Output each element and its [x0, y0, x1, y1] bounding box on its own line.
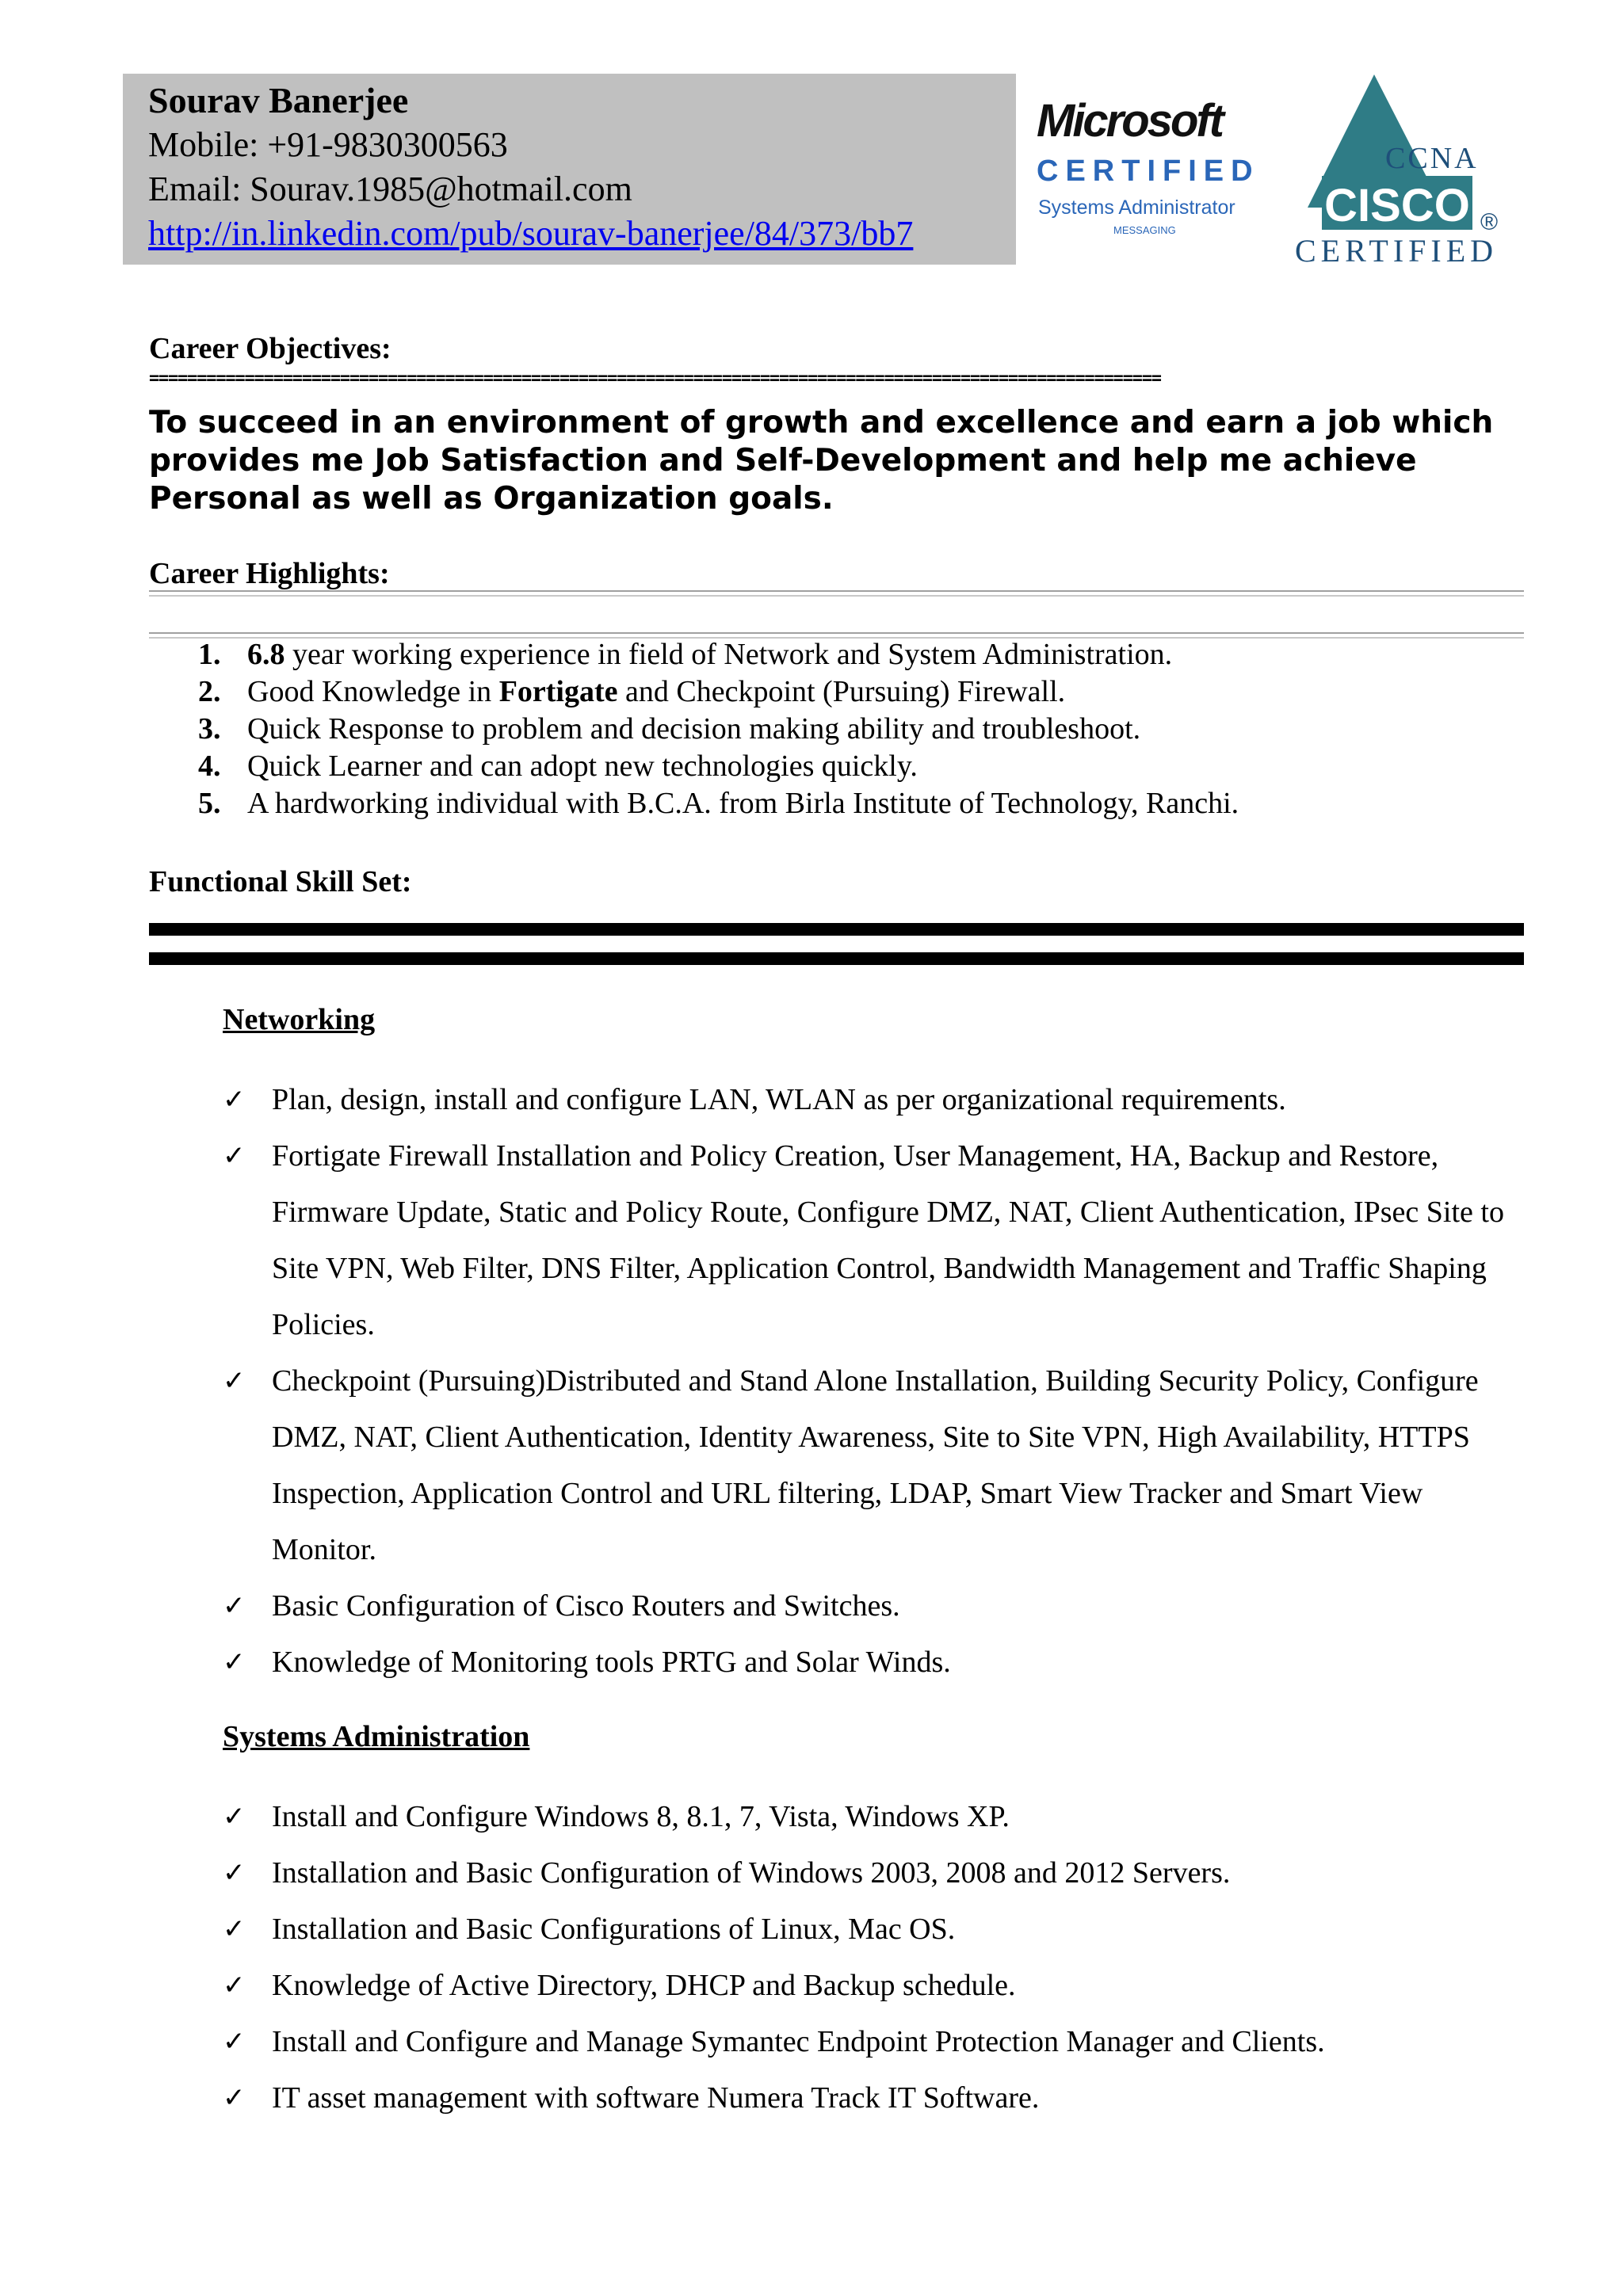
highlight-text: A hardworking individual with B.C.A. from Birla Institute of Technology, Ranchi. — [247, 787, 1239, 820]
highlight-number: 4. — [198, 749, 221, 783]
checkmark-icon: ✓ — [223, 1140, 246, 1172]
checkmark-icon: ✓ — [223, 1084, 246, 1116]
highlight-number: 5. — [198, 787, 221, 820]
highlights-rule-bottom — [149, 632, 1524, 634]
contact-box — [123, 74, 1016, 265]
linkedin-link[interactable]: http://in.linkedin.com/pub/sourav-banerjee/84/373/bb7 — [148, 214, 914, 253]
checkmark-icon: ✓ — [223, 2082, 246, 2114]
highlight-text: year working experience in field of Network and System Administration. — [285, 638, 1173, 671]
career-highlights-heading: Career Highlights: — [149, 557, 390, 590]
cisco-certified-text: CERTIFIED — [1295, 233, 1499, 265]
highlight-item — [198, 785, 1529, 822]
email-address: Email: Sourav.1985@hotmail.com — [148, 170, 632, 208]
list-item: ✓ Checkpoint (Pursuing)Distributed and Stand Alone Installation, Building Security Policy, Configure DMZ, NAT, Client Authentication, Identity Awareness, Site to Site VPN, High Availability, HTTPS Inspection, Application Control and URL filtering, LDAP, Smart View Tracker and Smart View Monitor. — [223, 1353, 1522, 1578]
career-objective-text: To succeed in an environment of growth and excellence and earn a job which provides me Job Satisfaction and Self-Development and help me achieve Personal as well as Organization goals. — [149, 405, 1494, 517]
sysadmin-list — [223, 1789, 1522, 2126]
list-item: ✓ Install and Configure Windows 8, 8.1, 7, Vista, Windows XP. — [223, 1789, 1522, 1845]
highlight-bold: 6.8 — [247, 638, 285, 671]
objectives-separator: ========================================================================================================== — [149, 370, 1161, 387]
highlight-item — [198, 711, 1529, 748]
networking-list — [223, 1072, 1522, 1691]
checkmark-icon: ✓ — [223, 1801, 246, 1833]
highlights-rule-top-2 — [149, 595, 1524, 597]
checkmark-icon: ✓ — [223, 1857, 246, 1889]
list-item: ✓ Fortigate Firewall Installation and Policy Creation, User Management, HA, Backup and Restore, Firmware Update, Static and Policy Route, Configure DMZ, NAT, Client Authentication, IPsec Site to Site VPN, Web Filter, DNS Filter, Application Control, Bandwidth Management and Traffic Shaping Policies. — [223, 1128, 1522, 1353]
list-item: ✓ IT asset management with software Numera Track IT Software. — [223, 2070, 1522, 2126]
ms-role-text: Systems Administrator — [1038, 196, 1235, 219]
highlight-number: 1. — [198, 638, 221, 671]
highlight-number: 3. — [198, 712, 221, 746]
candidate-name: Sourav Banerjee — [148, 80, 409, 120]
checkmark-icon: ✓ — [223, 2026, 246, 2058]
checkmark-icon: ✓ — [223, 1590, 246, 1622]
highlight-item — [198, 748, 1529, 785]
cisco-brand-text: CISCO — [1324, 180, 1470, 231]
highlight-text: and Checkpoint (Pursuing) Firewall. — [617, 675, 1066, 708]
mobile-number: Mobile: +91-9830300563 — [148, 125, 508, 164]
ms-certified-text: CERTIFIED — [1037, 154, 1260, 188]
ms-sub-text: MESSAGING — [1113, 224, 1176, 236]
list-item: ✓ Basic Configuration of Cisco Routers and Switches. — [223, 1578, 1522, 1634]
cisco-ccna-logo — [1292, 73, 1523, 265]
highlight-text: Quick Learner and can adopt new technologies quickly. — [247, 749, 918, 783]
highlight-item — [198, 636, 1529, 673]
functional-skill-set-heading: Functional Skill Set: — [149, 865, 412, 898]
highlight-bold: Fortigate — [498, 675, 618, 708]
microsoft-brand-text: Microsoft — [1037, 95, 1222, 147]
highlight-item — [198, 673, 1529, 711]
list-item: ✓ Knowledge of Active Directory, DHCP and Backup schedule. — [223, 1958, 1522, 2014]
list-item: ✓ Installation and Basic Configuration of Windows 2003, 2008 and 2012 Servers. — [223, 1845, 1522, 1901]
highlight-text-pre: Good Knowledge in — [247, 675, 499, 708]
list-item: ✓ Installation and Basic Configurations of Linux, Mac OS. — [223, 1901, 1522, 1958]
highlights-list — [198, 636, 1529, 822]
highlight-number: 2. — [198, 675, 221, 708]
skill-rule-bottom — [149, 952, 1524, 965]
skill-rule-top — [149, 923, 1524, 936]
cisco-registered-mark: ® — [1480, 209, 1499, 235]
checkmark-icon: ✓ — [223, 1970, 246, 2001]
ccna-text: CCNA — [1385, 142, 1479, 175]
career-objectives-heading: Career Objectives: — [149, 332, 391, 365]
list-item: ✓ Plan, design, install and configure LAN, WLAN as per organizational requirements. — [223, 1072, 1522, 1128]
highlights-rule-top — [149, 590, 1524, 592]
checkmark-icon: ✓ — [223, 1913, 246, 1945]
list-item: ✓ Install and Configure and Manage Symantec Endpoint Protection Manager and Clients. — [223, 2014, 1522, 2070]
networking-heading: Networking — [223, 1003, 376, 1036]
sysadmin-heading: Systems Administration — [223, 1720, 530, 1753]
highlight-text: Quick Response to problem and decision making ability and troubleshoot. — [247, 712, 1141, 746]
list-item: ✓ Knowledge of Monitoring tools PRTG and Solar Winds. — [223, 1634, 1522, 1691]
microsoft-certified-logo — [1030, 87, 1288, 254]
checkmark-icon: ✓ — [223, 1646, 246, 1678]
checkmark-icon: ✓ — [223, 1365, 246, 1397]
